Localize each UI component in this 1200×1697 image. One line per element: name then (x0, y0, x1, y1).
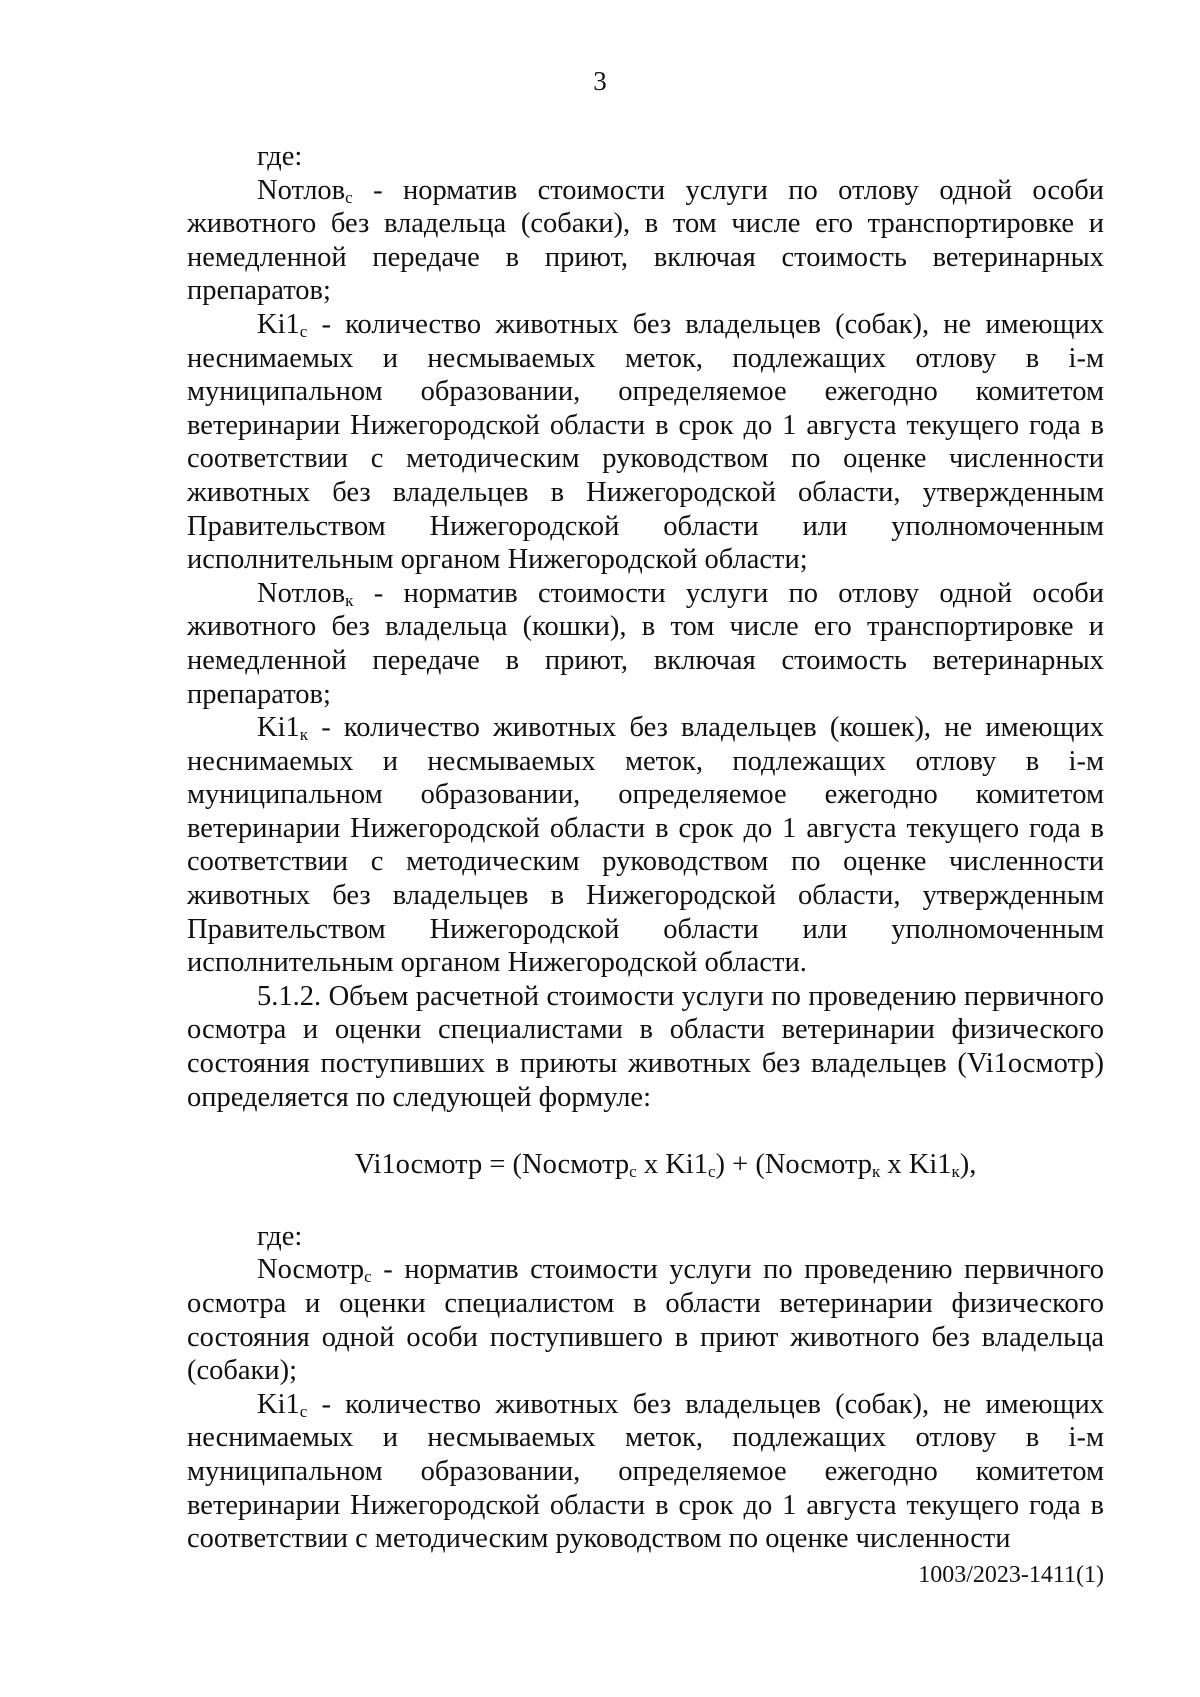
definition-text: - норматив стоимости услуги по проведению первичного осмотра и оценки специалистом в области ветеринарии физического состояния одной особи поступившего в приют животного без владельца (собаки); (187, 1254, 1104, 1387)
symbol-subscript: к (345, 590, 354, 610)
formula-subscript: к (871, 1162, 881, 1182)
symbol-subscript: с (345, 187, 353, 207)
where-label: где: (257, 1220, 303, 1252)
definition-text: - норматив стоимости услуги по отлову одной особи животного без владельца (кошки), в том числе его транспортировке и немедленной передаче в приют, включая стоимость ветеринарных препаратов; (187, 577, 1104, 710)
symbol: Ki1 (257, 308, 300, 340)
symbol: Ki1 (257, 1388, 300, 1420)
definition-ki1-dogs (187, 308, 1104, 577)
symbol: Ki1 (257, 712, 300, 744)
formula-part: х Ki1 (880, 1149, 952, 1181)
formula (187, 1148, 1104, 1182)
document-code: 1003/2023-1411(1) (918, 1562, 1104, 1588)
symbol-subscript: с (299, 321, 308, 341)
where-label: где: (257, 141, 303, 172)
definition-text: - количество животных без владельцев (собак), не имеющих неснимаемых и несмываемых меток, подлежащих отлову в i-м муниципальном образовании, определяемое ежегодно комитетом ветеринарии Нижегородской области в срок до 1 августа текущего года в соответствии с методическим руководством по оценке численности животных без владельцев в Нижегородской области, утвержденным Правительством Нижегородской области или уполномоченным исполнительным органом Нижегородской области; (187, 308, 1104, 576)
page-number: 3 (593, 66, 607, 96)
symbol: Nосмотр (257, 1254, 365, 1286)
symbol-subscript: с (364, 1267, 372, 1287)
formula-subscript: с (629, 1162, 637, 1182)
formula-part: х Ki1 (636, 1149, 708, 1181)
symbol-subscript: к (299, 725, 309, 745)
formula-part: Vi1осмотр = (Nосмотр (354, 1149, 630, 1181)
definition-notlov-dogs (187, 174, 1104, 308)
definition-text: - количество животных без владельцев (кошек), не имеющих неснимаемых и несмываемых меток, подлежащих отлову в i-м муниципальном образовании, определяемое ежегодно комитетом ветеринарии Нижегородской области в срок до 1 августа текущего года в соответствии с методическим руководством по оценке численности животных без владельцев в Нижегородской области, утвержденным Правительством Нижегородской области или уполномоченным исполнительным органом Нижегородской области. (187, 712, 1104, 979)
document-body (187, 140, 1104, 1556)
definition-ki1-cats (187, 711, 1104, 980)
formula-subscript: с (707, 1162, 716, 1182)
section-5-1-2: 5.1.2. Объем расчетной стоимости услуги по проведению первичного осмотра и оценки специалистами в области ветеринарии физического состояния поступивших в приюты животных без владельцев (Vi1осмотр) определяется по следующей формуле: (187, 980, 1104, 1113)
symbol: Nотлов (257, 577, 346, 609)
definition-nosmotr-dogs (187, 1253, 1104, 1387)
symbol: Nотлов (257, 174, 346, 206)
symbol-subscript: с (299, 1401, 308, 1421)
definition-notlov-cats (187, 577, 1104, 711)
definition-text: - количество животных без владельцев (собак), не имеющих неснимаемых и несмываемых меток, подлежащих отлову в i-м муниципальном образовании, определяемое ежегодно комитетом ветеринарии Нижегородской области в срок до 1 августа текущего года в соответствии с методическим руководством по оценке численности (187, 1388, 1104, 1555)
definition-ki1-dogs-2 (187, 1388, 1104, 1556)
formula-part: ), (959, 1149, 977, 1181)
formula-subscript: к (951, 1162, 960, 1182)
formula-part: ) + (Nосмотр (715, 1149, 872, 1181)
definition-text: - норматив стоимости услуги по отлову одной особи животного без владельца (собаки), в том числе его транспортировке и немедленной передаче в приют, включая стоимость ветеринарных препаратов; (187, 174, 1104, 307)
